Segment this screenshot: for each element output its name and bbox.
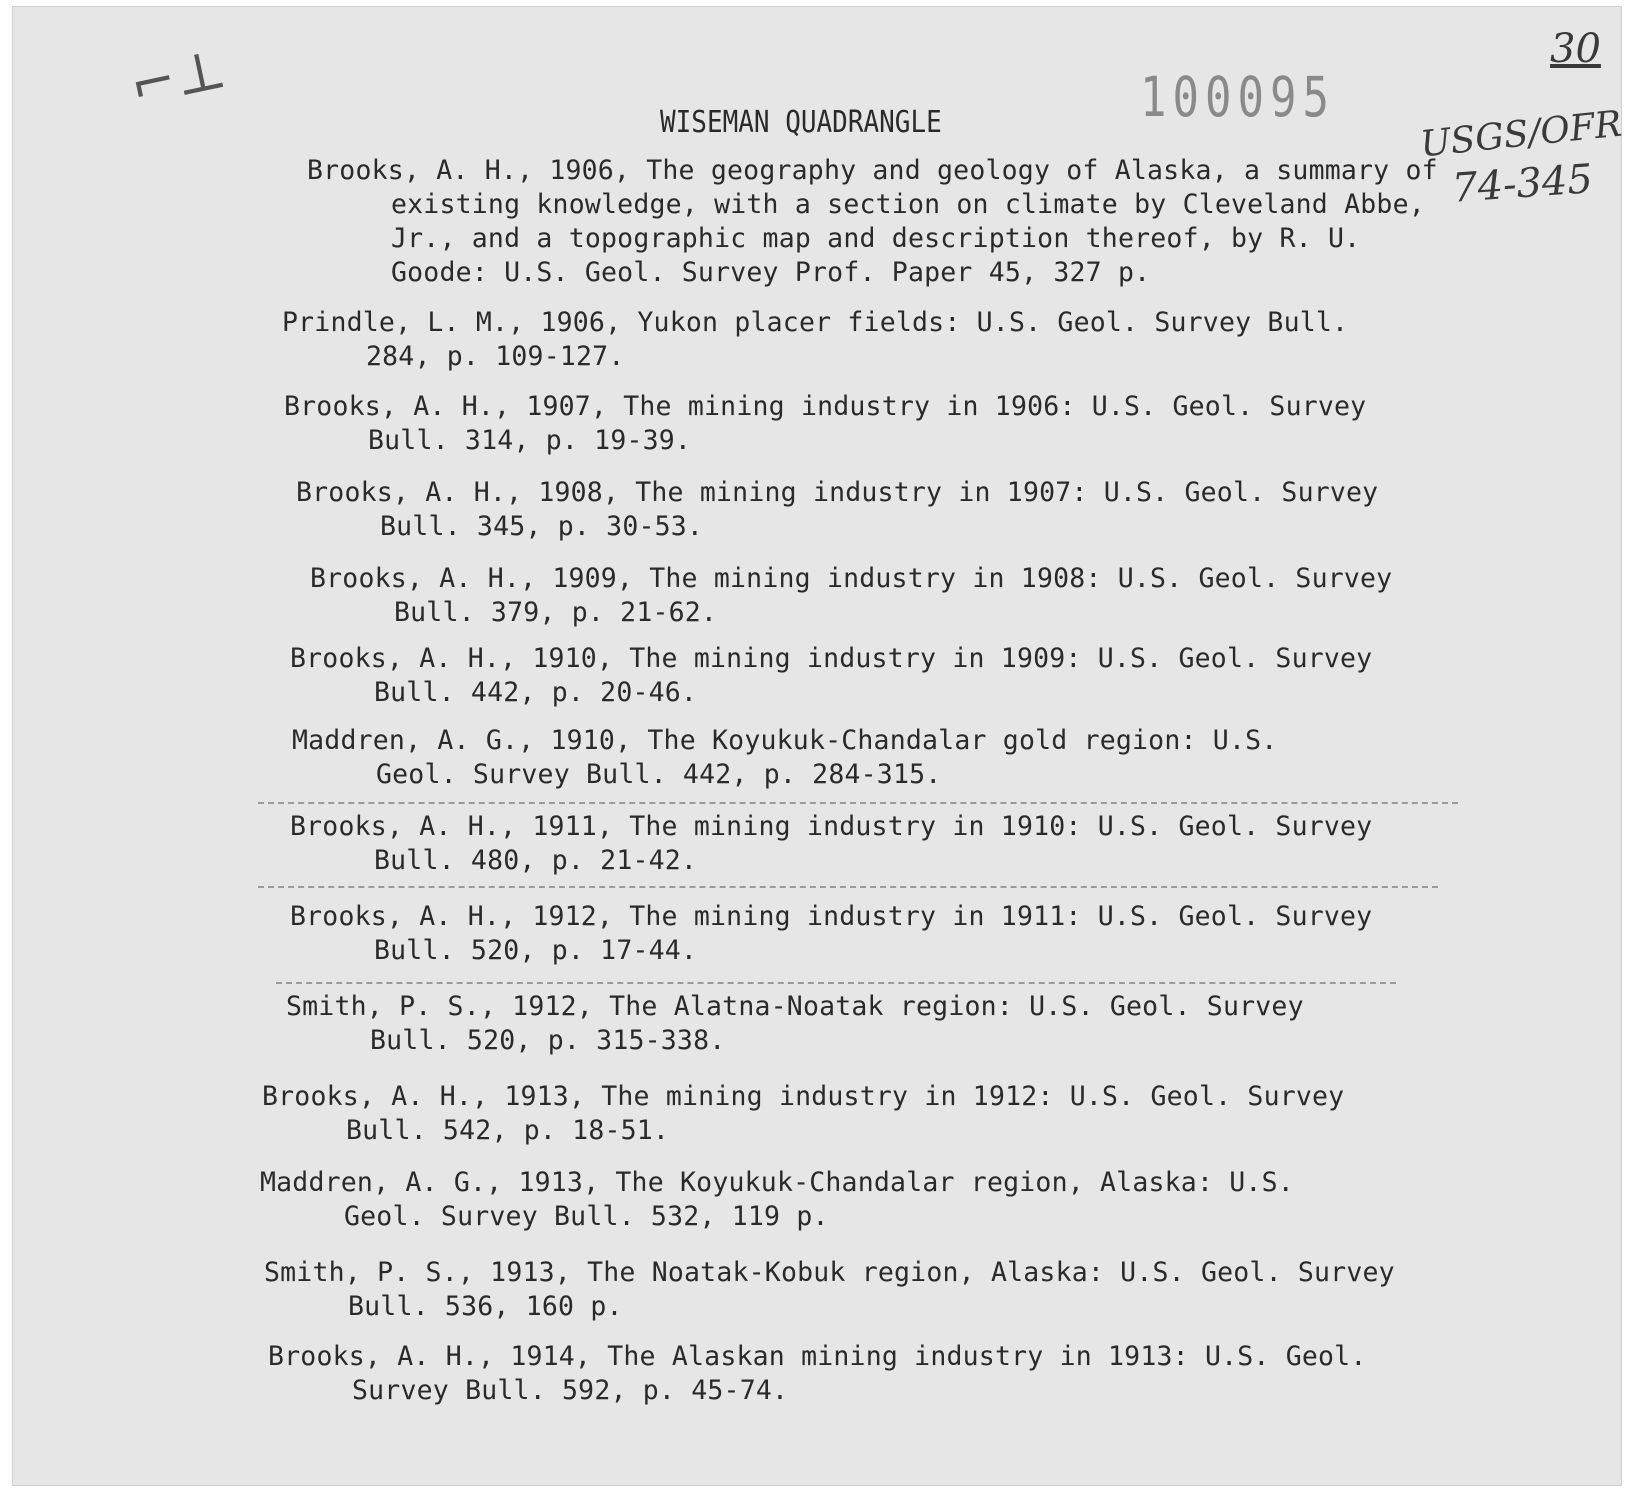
reference-line: Goode: U.S. Geol. Survey Prof. Paper 45, 327 p. <box>391 257 1151 288</box>
reference-line: 284, p. 109-127. <box>366 341 625 372</box>
reference-entry <box>268 1340 1367 1408</box>
reference-entry <box>307 154 1438 290</box>
reference-entry <box>264 1256 1395 1324</box>
reference-entry <box>296 476 1378 544</box>
reference-line: Bull. 442, p. 20-46. <box>374 677 698 708</box>
reference-line: Brooks, A. H., 1914, The Alaskan mining industry in 1913: U.S. Geol. <box>268 1341 1367 1372</box>
reference-entry <box>310 562 1392 630</box>
handwritten-page-number: 30 <box>1550 26 1601 72</box>
reference-line: Smith, P. S., 1912, The Alatna-Noatak region: U.S. Geol. Survey <box>286 991 1304 1022</box>
reference-entry <box>290 810 1372 878</box>
reference-line: Brooks, A. H., 1906, The geography and geology of Alaska, a summary of <box>307 155 1438 186</box>
reference-line: Smith, P. S., 1913, The Noatak-Kobuk region, Alaska: U.S. Geol. Survey <box>264 1257 1395 1288</box>
reference-line: Prindle, L. M., 1906, Yukon placer fields: U.S. Geol. Survey Bull. <box>282 307 1349 338</box>
divider <box>258 802 1458 804</box>
reference-line: Jr., and a topographic map and description thereof, by R. U. <box>391 223 1361 254</box>
reference-line: Bull. 480, p. 21-42. <box>374 845 698 876</box>
reference-entry <box>260 1166 1294 1234</box>
reference-line: Brooks, A. H., 1910, The mining industry in 1909: U.S. Geol. Survey <box>290 643 1373 674</box>
reference-entry <box>282 306 1348 374</box>
reference-line: Maddren, A. G., 1910, The Koyukuk-Chandalar gold region: U.S. <box>292 725 1278 756</box>
reference-line: Brooks, A. H., 1911, The mining industry in 1910: U.S. Geol. Survey <box>290 811 1373 842</box>
reference-line: Brooks, A. H., 1913, The mining industry in 1912: U.S. Geol. Survey <box>262 1081 1345 1112</box>
reference-line: Brooks, A. H., 1912, The mining industry in 1911: U.S. Geol. Survey <box>290 901 1373 932</box>
document-number: 100095 <box>1140 66 1335 130</box>
handwritten-ofr-label: USGS/OFR <box>1418 103 1624 166</box>
reference-line: Bull. 379, p. 21-62. <box>394 597 718 628</box>
reference-entry <box>292 724 1277 792</box>
reference-line: Survey Bull. 592, p. 45-74. <box>352 1375 789 1406</box>
document-page <box>12 6 1622 1486</box>
page-title: WISEMAN QUADRANGLE <box>660 105 942 141</box>
reference-line: existing knowledge, with a section on climate by Cleveland Abbe, <box>391 189 1425 220</box>
reference-line: Bull. 536, 160 p. <box>348 1291 623 1322</box>
corner-mark-icon: ⌐⊥ <box>124 36 232 119</box>
reference-line: Bull. 314, p. 19-39. <box>368 425 692 456</box>
divider <box>258 886 1438 888</box>
reference-entry <box>286 990 1304 1058</box>
reference-line: Brooks, A. H., 1909, The mining industry in 1908: U.S. Geol. Survey <box>310 563 1393 594</box>
reference-entry <box>284 390 1366 458</box>
handwritten-ofr-number: 74-345 <box>1450 156 1595 212</box>
divider <box>276 982 1396 984</box>
reference-line: Bull. 520, p. 17-44. <box>374 935 698 966</box>
reference-line: Geol. Survey Bull. 442, p. 284-315. <box>376 759 942 790</box>
reference-entry <box>290 900 1372 968</box>
reference-line: Bull. 345, p. 30-53. <box>380 511 704 542</box>
reference-line: Maddren, A. G., 1913, The Koyukuk-Chandalar region, Alaska: U.S. <box>260 1167 1294 1198</box>
reference-line: Bull. 542, p. 18-51. <box>346 1115 670 1146</box>
reference-entry <box>262 1080 1344 1148</box>
reference-line: Brooks, A. H., 1907, The mining industry in 1906: U.S. Geol. Survey <box>284 391 1367 422</box>
reference-line: Geol. Survey Bull. 532, 119 p. <box>344 1201 829 1232</box>
reference-line: Bull. 520, p. 315-338. <box>370 1025 726 1056</box>
reference-line: Brooks, A. H., 1908, The mining industry in 1907: U.S. Geol. Survey <box>296 477 1379 508</box>
reference-entry <box>290 642 1372 710</box>
